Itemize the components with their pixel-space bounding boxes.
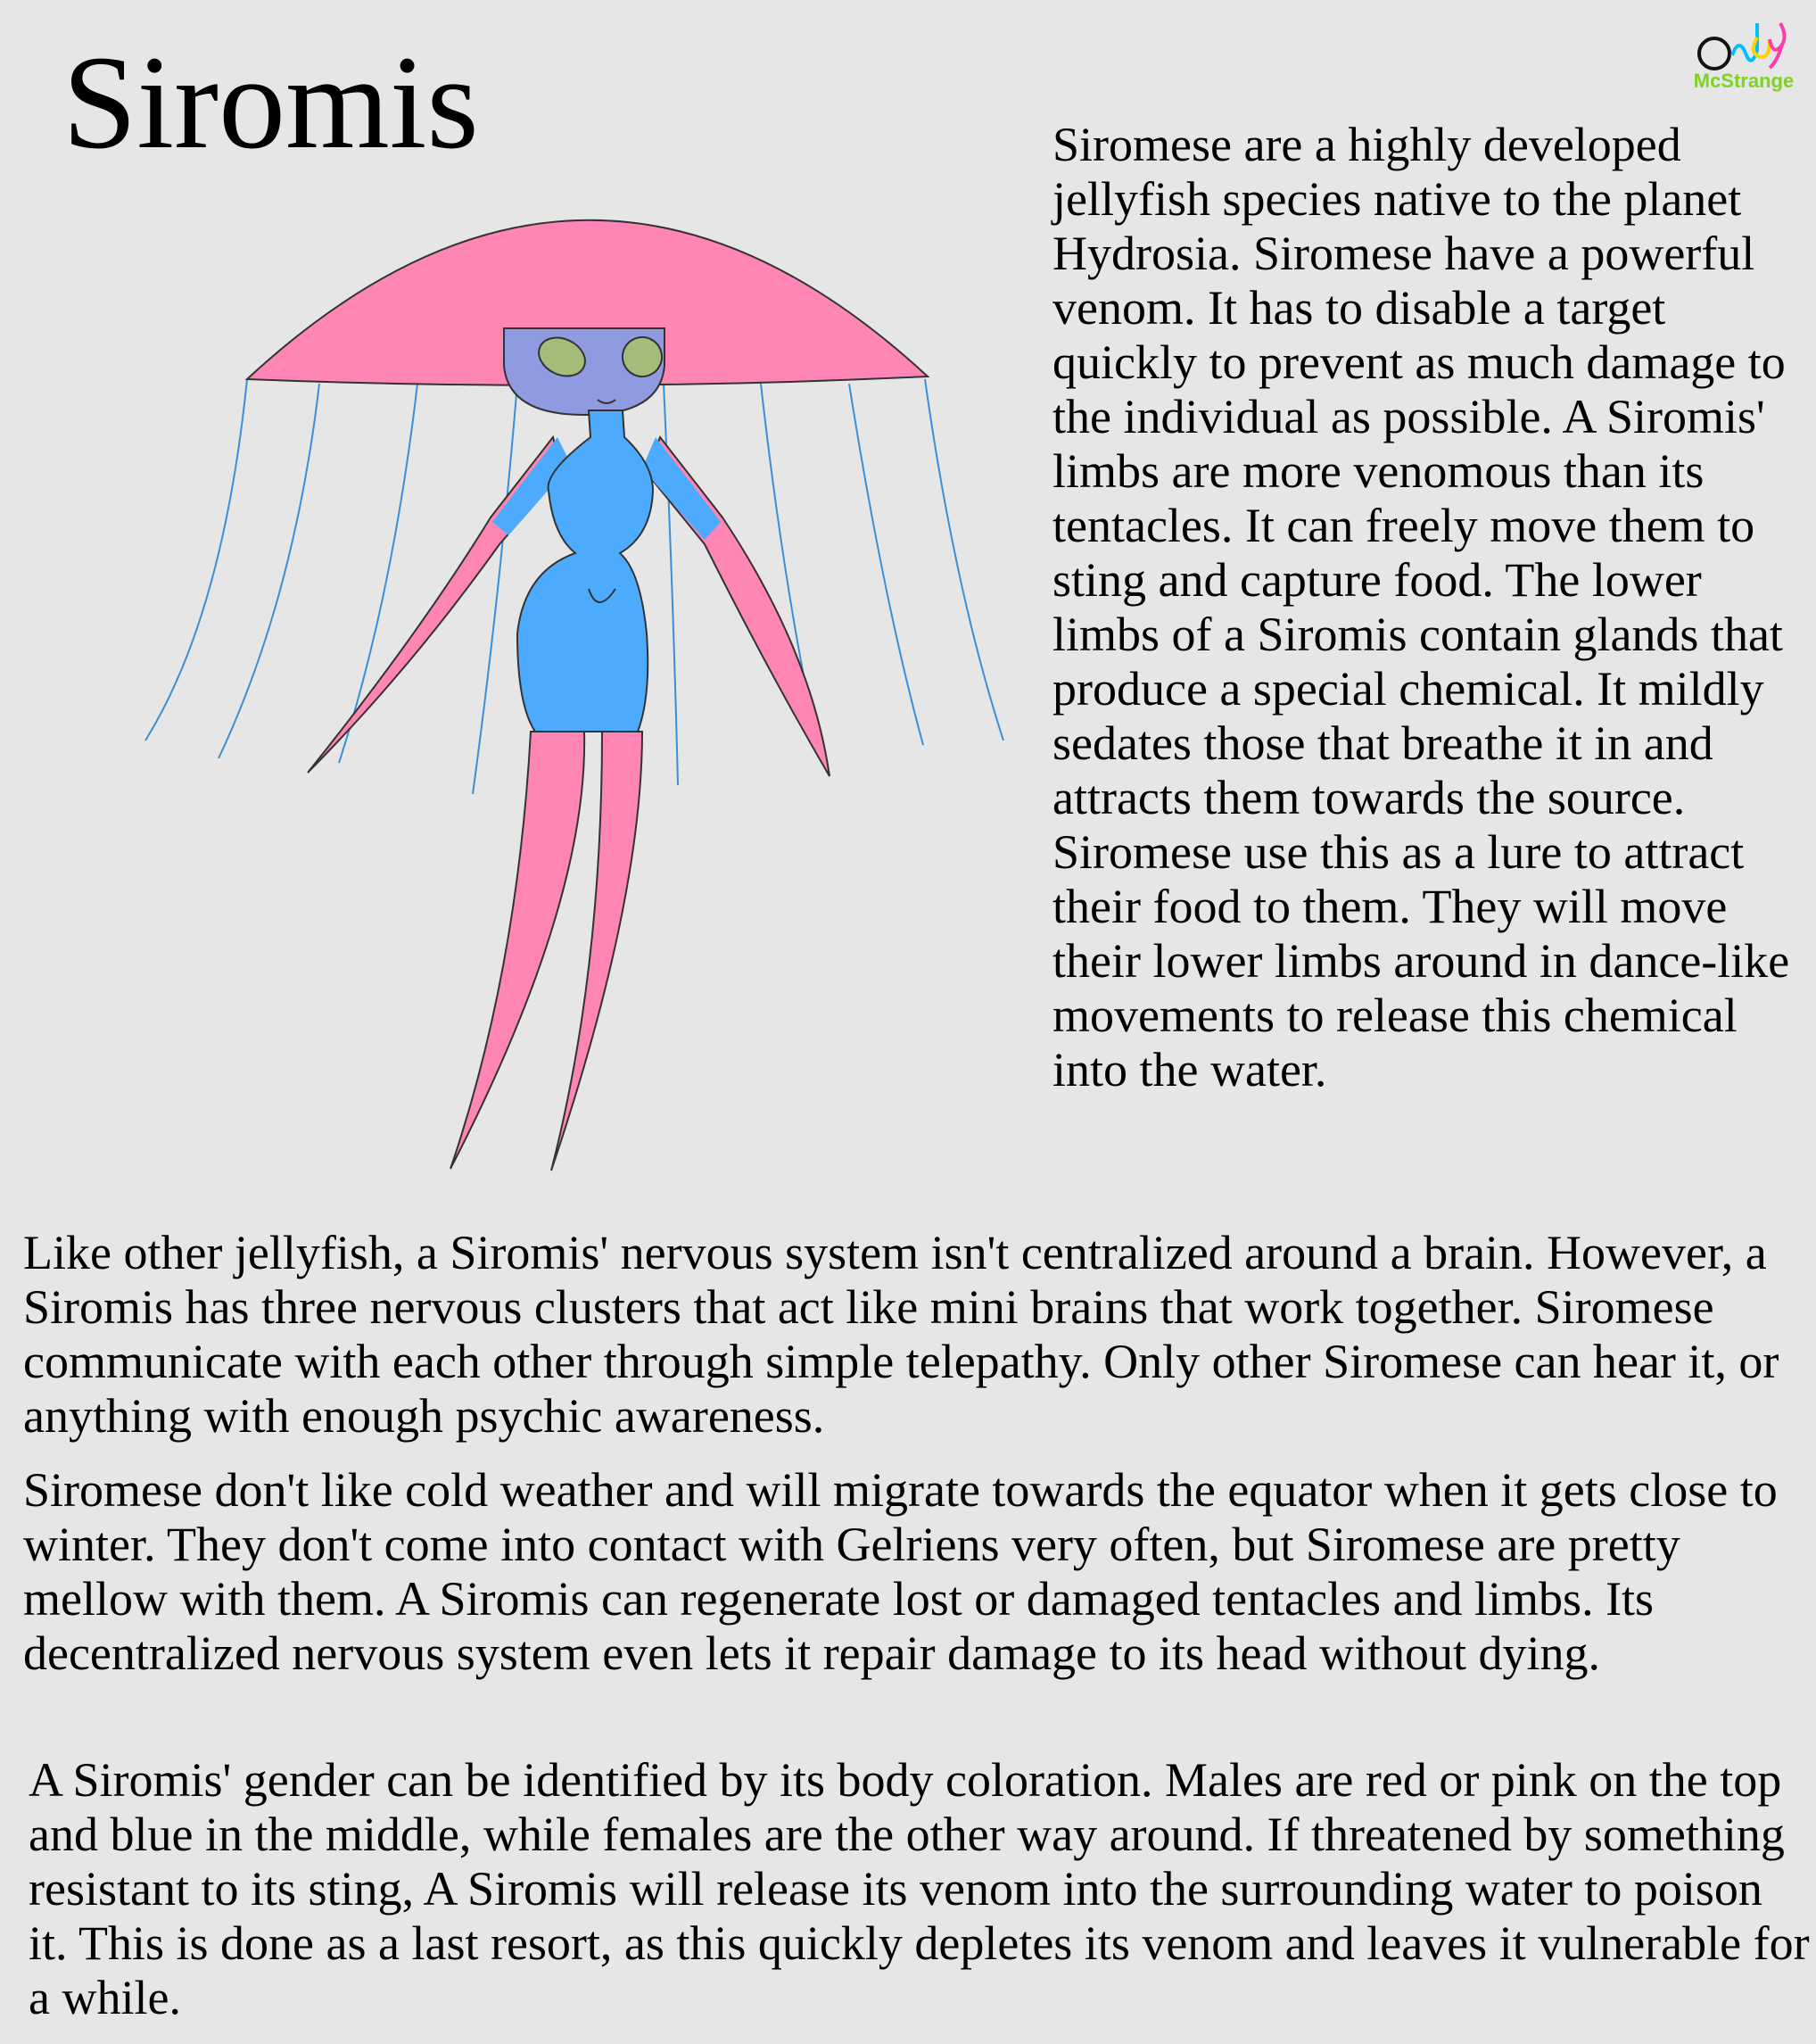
paragraph-nervous-system: Like other jellyfish, a Siromis' nervous system isn't centralized around a brain. However, a Siromis has three nervous clusters that act like mini brains that work together. Siromese communicate with each other through simple telepathy. Only other Siromese can hear it, or anything with enough psychic awareness. [23, 1226, 1779, 1443]
artist-logo [1677, 20, 1811, 100]
logo-text: McStrange [1693, 70, 1795, 92]
page-title: Siromis [62, 29, 479, 177]
intro-text: Siromese are a highly developed jellyfish species native to the planet Hydrosia. Siromese have a powerful venom. It has to disable a target quickly to prevent as much damage to the individual as possible. A Siromis' limbs are more venomous than its tentacles. It can freely move them to sting and capture food. The lower limbs of a Siromis contain glands that produce a special chemical. It mildly sedates those that breathe it in and attracts them towards the source. Siromese use this as a lure to attract their food to them. They will move their lower limbs around in dance-like movements to release this chemical into the water. [1052, 118, 1790, 1096]
right-arm-upper [642, 437, 721, 540]
left-leg [450, 732, 584, 1169]
paragraph-migration: Siromese don't like cold weather and will migrate towards the equator when it gets close to winter. They don't come into contact with Gelriens very often, but Siromese are pretty mellow with them. A Siromis can regenerate lost or damaged tentacles and limbs. Its decentralized nervous system even lets it repair damage to its head without dying. [23, 1463, 1778, 1680]
siromis-illustration [125, 170, 1017, 1178]
paragraph-gender: A Siromis' gender can be identified by its body coloration. Males are red or pink on the top and blue in the middle, while females are the other way around. If threatened by something resistant to its sting, A Siromis will release its venom into the surrounding water to poison it. This is done as a last resort, as this quickly depletes its venom and leaves it vulnerable for a while. [29, 1753, 1810, 2024]
cody-signature-icon [1677, 20, 1811, 73]
